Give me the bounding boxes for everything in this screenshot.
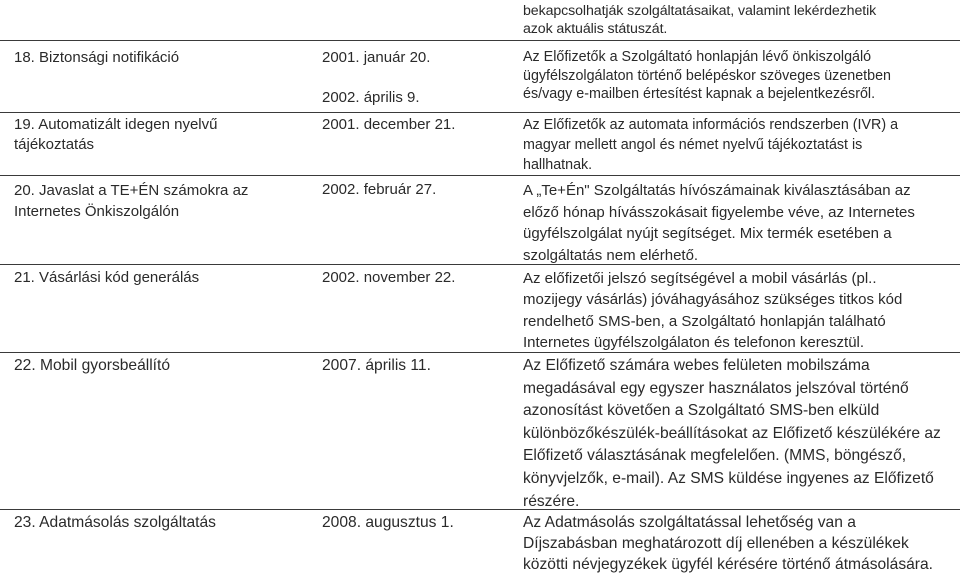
description-line: könyvjelzők, e-mail). Az SMS küldése ingyenes az Előfizető bbox=[523, 469, 934, 487]
row-dates bbox=[322, 268, 518, 288]
description-line: azonosítást követően a Szolgáltató SMS-ben elküld bbox=[523, 402, 880, 420]
description-line: ügyfélszolgálat nyújt segítséget. Mix termék esetében a bbox=[523, 225, 892, 242]
description-line: különbözőkészülék-beállításokat az Előfizető készülékére az bbox=[523, 424, 941, 442]
row-description bbox=[523, 512, 955, 575]
description-line: előző hónap hívásszokásait figyelembe véve, az Internetes bbox=[523, 203, 915, 221]
continuation-line: bekapcsolhatják szolgáltatásaikat, valamint lekérdezhetik bbox=[523, 3, 877, 19]
description-line: Az előfizetői jelszó segítségével a mobil vásárlás (pl.. bbox=[523, 270, 877, 287]
description-line: Az Előfizető számára webes felületen mobilszáma bbox=[523, 357, 870, 374]
row-name: 22. Mobil gyorsbeállító bbox=[14, 357, 171, 374]
row-name: 23. Adatmásolás szolgáltatás bbox=[14, 514, 216, 531]
top-continuation bbox=[523, 2, 953, 38]
description-line: Internetes ügyfélszolgálaton és telefonon keresztül. bbox=[523, 333, 865, 351]
row-date: 2002. február 27. bbox=[322, 181, 437, 198]
description-line: mozijegy vásárlás) jóváhagyásához szükséges titkos kód bbox=[523, 291, 903, 309]
row-date: 2007. április 11. bbox=[322, 357, 431, 374]
row-divider bbox=[0, 40, 960, 41]
row-divider bbox=[0, 175, 960, 176]
row-name: 19. Automatizált idegen nyelvű tájékoztatás bbox=[14, 116, 218, 153]
row-description bbox=[523, 48, 955, 104]
description-line: rendelhető SMS-ben, a Szolgáltató honlapján található bbox=[523, 312, 886, 330]
row-name: 18. Biztonsági notifikáció bbox=[14, 49, 180, 66]
row-description bbox=[523, 180, 955, 266]
row-dates bbox=[322, 512, 518, 535]
description-line: A „Te+Én" Szolgáltatás hívószámainak kiválasztásában az bbox=[523, 182, 911, 199]
description-line: szolgáltatás nem elérhető. bbox=[523, 246, 699, 264]
continuation-line: azok aktuális státuszát. bbox=[523, 21, 668, 37]
row-dates bbox=[322, 355, 518, 378]
row-date: 2001. december 21. bbox=[322, 116, 456, 133]
row-date: 2002. április 9. bbox=[322, 89, 420, 106]
row-description bbox=[523, 355, 955, 513]
description-line: Az Adatmásolás szolgáltatással lehetőség van a bbox=[523, 514, 856, 531]
description-line: megadásával egy egyszer használatos jelszóval történő bbox=[523, 379, 909, 397]
row-dates bbox=[322, 180, 518, 200]
description-line: ügyfélszolgálaton történő belépéskor szöveges üzenetben bbox=[523, 67, 891, 84]
row-date: 2001. január 20. bbox=[322, 49, 431, 66]
row-dates bbox=[322, 115, 518, 135]
row-name: 20. Javaslat a TE+ÉN számokra az Internetes Önkiszolgálón bbox=[14, 182, 249, 220]
row-date: 2008. augusztus 1. bbox=[322, 514, 454, 531]
description-line: közötti névjegyzékek ügyfél kérésére történő átmásolására. bbox=[523, 556, 933, 573]
description-line: részére. bbox=[523, 492, 580, 510]
row-description bbox=[523, 268, 955, 353]
description-line: Az Előfizetők a Szolgáltató honlapján lévő önkiszolgáló bbox=[523, 49, 872, 65]
row-dates bbox=[322, 48, 518, 108]
description-line: Az Előfizetők az automata információs rendszerben (IVR) a bbox=[523, 117, 899, 133]
description-line: hallhatnak. bbox=[523, 157, 593, 173]
description-line: magyar mellett angol és német nyelvű tájékoztatást is bbox=[523, 137, 863, 153]
row-description bbox=[523, 115, 955, 175]
description-line: Díjszabásban meghatározott díj ellenében a készülékek bbox=[523, 535, 909, 552]
row-divider bbox=[0, 112, 960, 113]
description-line: és/vagy e-mailben értesítést kapnak a bejelentkezésről. bbox=[523, 86, 876, 103]
description-line: Előfizető választásának megfelelően. (MMS, böngésző, bbox=[523, 447, 907, 465]
row-name: 21. Vásárlási kód generálás bbox=[14, 269, 200, 286]
row-date: 2002. november 22. bbox=[322, 269, 456, 286]
